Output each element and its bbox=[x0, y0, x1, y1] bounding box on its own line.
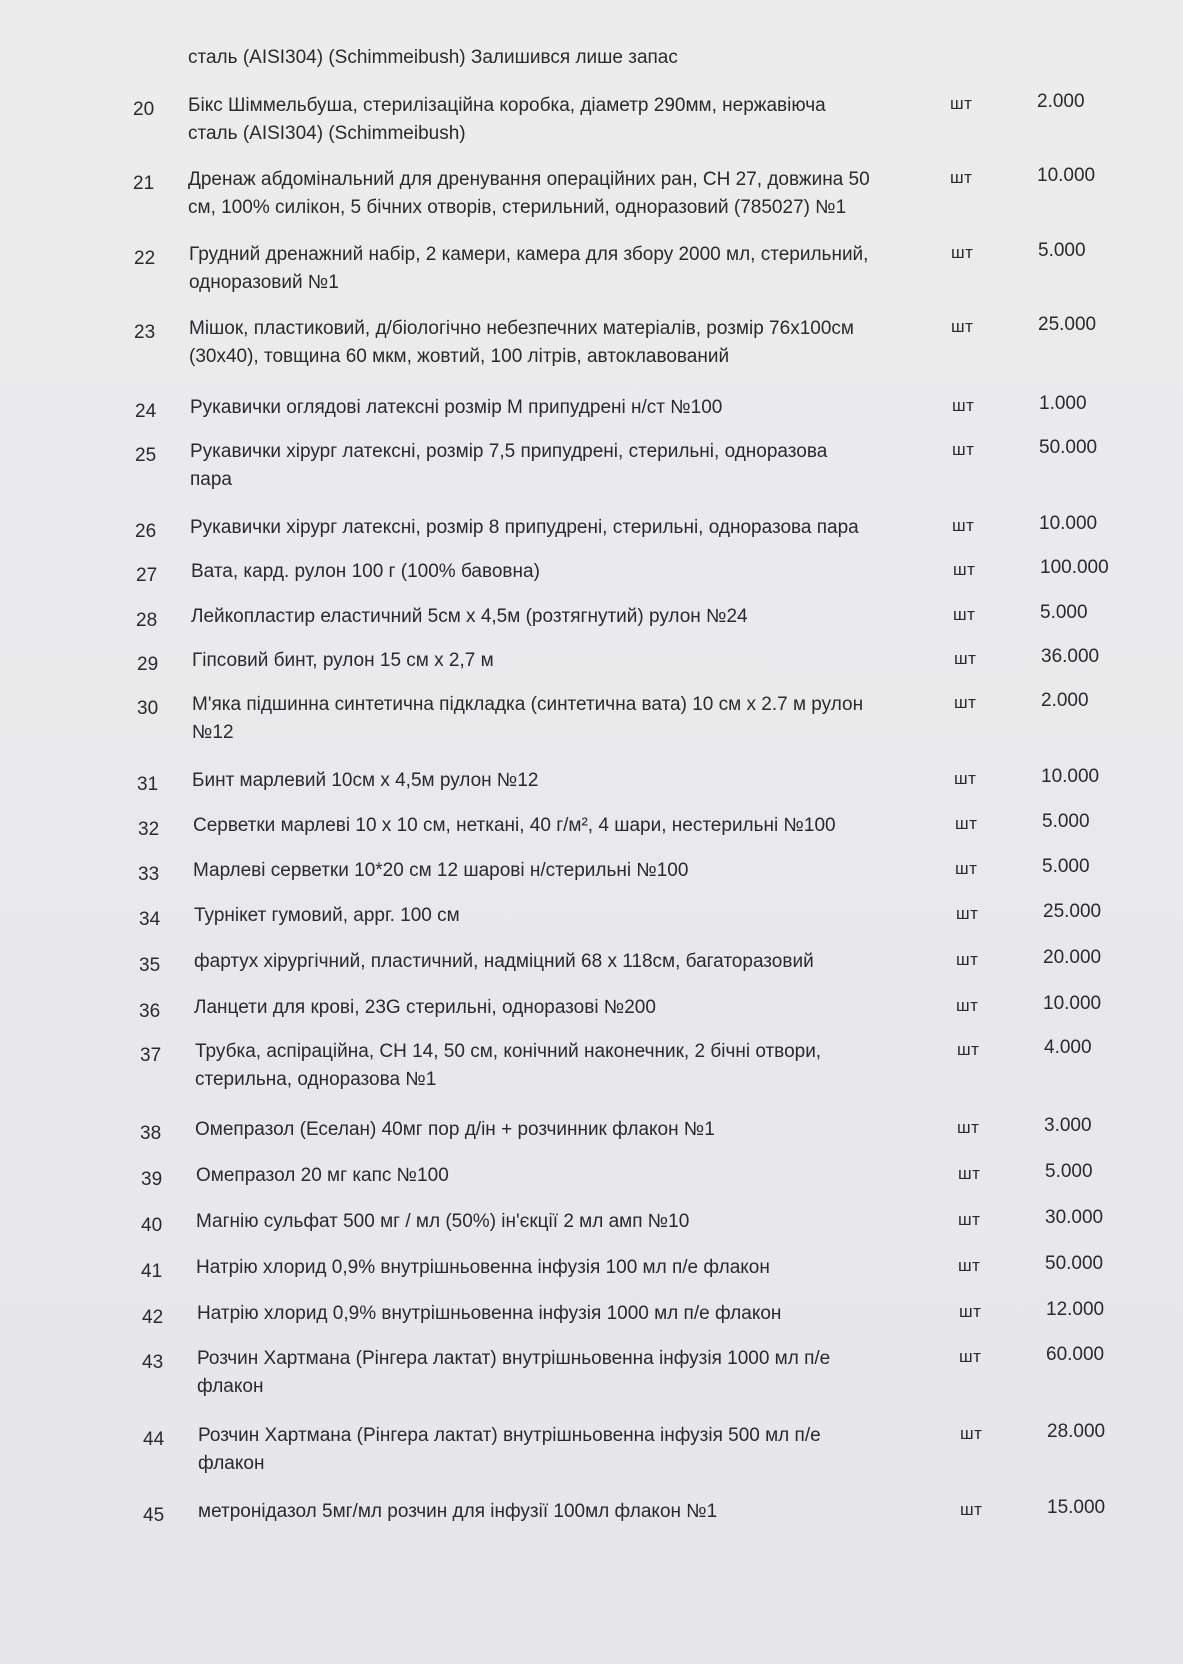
item-unit: шт bbox=[958, 1164, 981, 1183]
item-quantity: 100.000 bbox=[1040, 557, 1109, 578]
description-line: Турнікет гумовий, аррг. 100 см bbox=[194, 905, 460, 926]
item-quantity: 36.000 bbox=[1041, 646, 1100, 667]
description-line: Лейкопластир еластичний 5см х 4,5м (розтягнутий) рулон №24 bbox=[191, 606, 748, 627]
item-unit: шт bbox=[952, 396, 975, 415]
item-description bbox=[192, 647, 932, 675]
description-line: см, 100% силікон, 5 бічних отворів, стерильний, одноразовий (785027) №1 bbox=[188, 197, 847, 218]
item-description bbox=[188, 92, 928, 148]
item-quantity: 10.000 bbox=[1039, 513, 1098, 534]
item-unit: шт bbox=[958, 1256, 981, 1275]
item-description bbox=[198, 1498, 938, 1526]
row-number: 29 bbox=[137, 654, 159, 675]
item-unit: шт bbox=[950, 168, 973, 187]
item-unit: шт bbox=[952, 440, 975, 459]
description-line: Ланцети для крові, 23G стерильні, одноразові №200 bbox=[194, 997, 656, 1018]
row-number: 23 bbox=[134, 322, 156, 343]
item-description bbox=[197, 1300, 937, 1328]
row-number: 43 bbox=[142, 1352, 164, 1373]
item-unit: шт bbox=[951, 243, 974, 262]
item-description bbox=[194, 902, 934, 930]
description-line: Розчин Хартмана (Рінгера лактат) внутрішньовенна інфузія 500 мл п/е bbox=[198, 1425, 821, 1446]
row-number: 45 bbox=[143, 1505, 165, 1526]
item-description bbox=[188, 166, 928, 222]
row-number: 36 bbox=[139, 1001, 161, 1022]
item-quantity: 10.000 bbox=[1043, 993, 1102, 1014]
item-quantity: 5.000 bbox=[1038, 240, 1086, 261]
item-quantity: 12.000 bbox=[1046, 1299, 1105, 1320]
item-quantity: 25.000 bbox=[1038, 314, 1097, 335]
description-line: №12 bbox=[192, 722, 234, 743]
row-number: 24 bbox=[135, 401, 157, 422]
item-quantity: 60.000 bbox=[1046, 1344, 1105, 1365]
item-description bbox=[197, 1345, 937, 1401]
description-line: Вата, кард. рулон 100 г (100% бавовна) bbox=[191, 561, 540, 582]
item-description bbox=[193, 812, 933, 840]
row-number: 30 bbox=[137, 698, 159, 719]
row-number: 41 bbox=[141, 1261, 163, 1282]
row-number: 32 bbox=[138, 819, 160, 840]
description-line: Марлеві серветки 10*20 см 12 шарові н/стерильні №100 bbox=[193, 860, 689, 881]
item-quantity: 50.000 bbox=[1039, 437, 1098, 458]
item-unit: шт bbox=[953, 560, 976, 579]
description-line: Натрію хлорид 0,9% внутрішньовенна інфузія 1000 мл п/е флакон bbox=[197, 1303, 782, 1324]
description-line: Рукавички хірург латексні, розмір 7,5 припудрені, стерильні, одноразова bbox=[190, 441, 828, 462]
item-description bbox=[189, 241, 929, 297]
item-unit: шт bbox=[956, 996, 979, 1015]
item-description bbox=[195, 1038, 935, 1094]
item-quantity: 30.000 bbox=[1045, 1207, 1104, 1228]
row-number: 22 bbox=[134, 248, 156, 269]
row-number: 34 bbox=[139, 909, 161, 930]
item-description bbox=[193, 857, 933, 885]
item-unit: шт bbox=[960, 1500, 983, 1519]
description-line: Рукавички оглядові латексні розмір М припудрені н/ст №100 bbox=[190, 397, 723, 418]
row-number: 33 bbox=[138, 864, 160, 885]
item-unit: шт bbox=[955, 814, 978, 833]
description-line: флакон bbox=[197, 1376, 264, 1397]
item-quantity: 15.000 bbox=[1047, 1497, 1106, 1518]
row-number: 42 bbox=[142, 1307, 164, 1328]
item-quantity: 3.000 bbox=[1044, 1115, 1092, 1136]
row-number: 25 bbox=[135, 445, 157, 466]
row-number: 39 bbox=[141, 1169, 163, 1190]
item-unit: шт bbox=[958, 1210, 981, 1229]
item-description bbox=[192, 691, 932, 747]
item-description bbox=[196, 1254, 936, 1282]
item-quantity: 5.000 bbox=[1045, 1161, 1093, 1182]
item-quantity: 5.000 bbox=[1042, 856, 1090, 877]
row-number: 27 bbox=[136, 565, 158, 586]
item-quantity: 25.000 bbox=[1043, 901, 1102, 922]
description-line: пара bbox=[190, 469, 232, 490]
row-number: 31 bbox=[137, 774, 159, 795]
row-number: 21 bbox=[133, 173, 155, 194]
row-number: 40 bbox=[141, 1215, 163, 1236]
item-unit: шт bbox=[952, 516, 975, 535]
description-line: Омепразол (Еселан) 40мг пор д/ін + розчинник флакон №1 bbox=[195, 1119, 715, 1140]
item-quantity: 10.000 bbox=[1041, 766, 1100, 787]
item-description bbox=[196, 1162, 936, 1190]
row-number: 35 bbox=[139, 955, 161, 976]
item-unit: шт bbox=[953, 605, 976, 624]
description-line: Омепразол 20 мг капс №100 bbox=[196, 1165, 449, 1186]
item-unit: шт bbox=[957, 1040, 980, 1059]
item-description bbox=[190, 514, 930, 542]
description-line: одноразовий №1 bbox=[189, 272, 339, 293]
description-line: стерильна, одноразова №1 bbox=[195, 1069, 437, 1090]
description-line: Дренаж абдомінальний для дренування операційних ран, CH 27, довжина 50 bbox=[188, 169, 870, 190]
item-unit: шт bbox=[954, 769, 977, 788]
item-description bbox=[196, 1208, 936, 1236]
row-number: 20 bbox=[133, 99, 155, 120]
item-unit: шт bbox=[954, 649, 977, 668]
description-line: М'яка підшинна синтетична підкладка (синтетична вата) 10 см х 2.7 м рулон bbox=[192, 694, 864, 715]
description-line: Рукавички хірург латексні, розмір 8 припудрені, стерильні, одноразова пара bbox=[190, 517, 859, 538]
item-quantity: 5.000 bbox=[1040, 602, 1088, 623]
description-line: Магнію сульфат 500 мг / мл (50%) ін'єкції 2 мл амп №10 bbox=[196, 1211, 690, 1232]
item-quantity: 2.000 bbox=[1041, 690, 1089, 711]
item-quantity: 20.000 bbox=[1043, 947, 1102, 968]
item-quantity: 1.000 bbox=[1039, 393, 1087, 414]
description-line: фартух хірургічний, пластичний, надміцний 68 х 118см, багаторазовий bbox=[194, 951, 814, 972]
item-unit: шт bbox=[960, 1424, 983, 1443]
item-description bbox=[191, 558, 931, 586]
item-unit: шт bbox=[955, 859, 978, 878]
item-unit: шт bbox=[956, 950, 979, 969]
item-unit: шт bbox=[951, 317, 974, 336]
description-line: Бікс Шіммельбуша, стерилізаційна коробка, діаметр 290мм, нержавіюча bbox=[188, 95, 826, 116]
item-description bbox=[194, 994, 934, 1022]
item-quantity: 2.000 bbox=[1037, 91, 1085, 112]
row-number: 37 bbox=[140, 1045, 162, 1066]
item-description bbox=[194, 948, 934, 976]
row-number: 38 bbox=[140, 1123, 162, 1144]
description-line: Мішок, пластиковий, д/біологічно небезпечних матеріалів, розмір 76x100см bbox=[189, 318, 854, 339]
item-quantity: 28.000 bbox=[1047, 1421, 1106, 1442]
row-number: 44 bbox=[143, 1429, 165, 1450]
description-line: Трубка, аспіраційна, CH 14, 50 см, конічний наконечник, 2 бічні отвори, bbox=[195, 1041, 822, 1062]
item-unit: шт bbox=[956, 904, 979, 923]
description-line: Розчин Хартмана (Рінгера лактат) внутрішньовенна інфузія 1000 мл п/е bbox=[197, 1348, 831, 1369]
description-line: Грудний дренажний набір, 2 камери, камера для збору 2000 мл, стерильний, bbox=[189, 244, 869, 265]
row-number: 28 bbox=[136, 610, 158, 631]
item-unit: шт bbox=[950, 94, 973, 113]
item-description bbox=[192, 767, 932, 795]
item-description bbox=[190, 394, 930, 422]
item-quantity: 10.000 bbox=[1037, 165, 1096, 186]
description-line: Натрію хлорид 0,9% внутрішньовенна інфузія 100 мл п/е флакон bbox=[196, 1257, 770, 1278]
item-quantity: 5.000 bbox=[1042, 811, 1090, 832]
item-description bbox=[190, 438, 930, 494]
item-quantity: 4.000 bbox=[1044, 1037, 1092, 1058]
item-unit: шт bbox=[954, 693, 977, 712]
item-unit: шт bbox=[957, 1118, 980, 1137]
item-description bbox=[191, 603, 931, 631]
description-line: метронідазол 5мг/мл розчин для інфузії 100мл флакон №1 bbox=[198, 1501, 718, 1522]
description-line: Гіпсовий бинт, рулон 15 см х 2,7 м bbox=[192, 650, 494, 671]
row-number: 26 bbox=[135, 521, 157, 542]
item-unit: шт bbox=[959, 1302, 982, 1321]
description-line: Бинт марлевий 10см х 4,5м рулон №12 bbox=[192, 770, 539, 791]
description-line: (30x40), товщина 60 мкм, жовтий, 100 літрів, автоклавований bbox=[189, 346, 730, 367]
continuation-line: сталь (AISI304) (Schimmeibush) Залишився лише запас bbox=[188, 47, 678, 68]
item-description bbox=[195, 1116, 935, 1144]
description-line: Серветки марлеві 10 х 10 см, неткані, 40 г/м², 4 шари, нестерильні №100 bbox=[193, 815, 836, 836]
description-line: сталь (AISI304) (Schimmeibush) bbox=[188, 123, 466, 144]
item-description bbox=[189, 315, 929, 371]
description-line: флакон bbox=[198, 1453, 265, 1474]
item-description bbox=[198, 1422, 938, 1478]
item-unit: шт bbox=[959, 1347, 982, 1366]
item-quantity: 50.000 bbox=[1045, 1253, 1104, 1274]
